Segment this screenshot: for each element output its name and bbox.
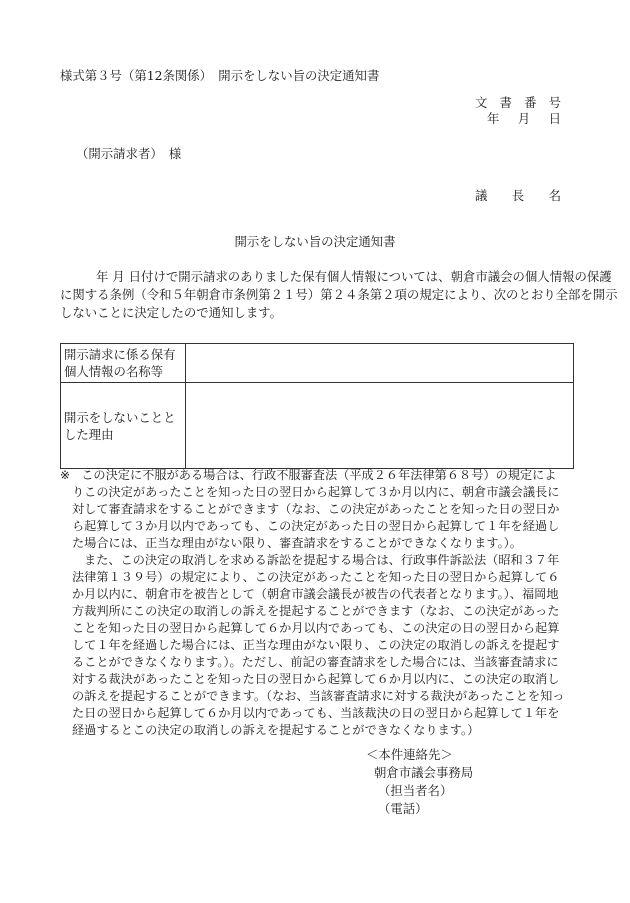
note-line: 経過するとこの決定の取消しの訴えを提起することができなくなります。） [72, 723, 480, 737]
chair-name [475, 187, 561, 205]
label-line: 個人情報の名称等 [64, 364, 164, 379]
contact-phone: （電話） [378, 801, 428, 816]
info-table [60, 343, 574, 469]
note-line: りこの決定があったことを知った日の翌日から起算して３か月以内に、朝倉市議会議長に [72, 485, 560, 499]
body-line: 年 月 日付けで開示請求のありました保有個人情報については、朝倉市議会の個人情報の保護 [96, 269, 612, 284]
contact-heading: ＜本件連絡先＞ [366, 747, 453, 762]
note-mark: ※ [60, 468, 71, 482]
doc-number-char: 番 [524, 95, 537, 110]
notes-section [60, 467, 580, 739]
table-row [61, 383, 574, 469]
label-line: 開示をしないことと [64, 409, 176, 425]
note-line: ことを知った日の翌日から起算して６か月以内であっても、この決定の日の翌日から起算 [72, 621, 560, 635]
value-reason [186, 383, 574, 469]
note-line: た場合には、正当な理由がない限り、審査請求をすることができなくなります。）。 [72, 536, 522, 550]
body-line: に関する条例（令和５年朝倉市条例第２１号）第２４条第２項の規定により、次のとおり全部を開示 [60, 287, 618, 302]
note-line: か月以内に、朝倉市を被告として（朝倉市議会議長が被告の代表者となります。）、福岡地 [72, 587, 559, 601]
body-line: しないことに決定したので通知します。 [60, 305, 283, 320]
chair-char: 長 [511, 188, 525, 203]
chair-char: 名 [548, 188, 561, 203]
note-line [60, 467, 580, 484]
note-line: 対して審査請求をすることができます（なお、この決定があったことを知った日の翌日か [72, 502, 560, 516]
chair-char: 議 [475, 188, 488, 203]
doc-number-char: 書 [499, 95, 512, 110]
contact-person: （担当者名） [378, 783, 453, 798]
note-line: た日の翌日から起算して６か月以内であっても、当該裁決の日の翌日から起算して１年を [72, 706, 560, 720]
note-line: の訴えを提起することができます。（なお、当該審査請求に対する裁決があったことを知っ [72, 689, 565, 703]
document-date [487, 110, 561, 128]
label-line: した理由 [64, 426, 114, 442]
label-info-name [61, 344, 186, 383]
date-char: 年 [487, 111, 500, 126]
note-text: この決定に不服がある場合は、行政不服審査法（平成２６年法律第６８号）の規定によ [81, 468, 557, 482]
date-char: 月 [517, 111, 531, 126]
note-line: ら起算して３か月以内であっても、この決定があった日の翌日から起算して１年を経過し [72, 519, 560, 533]
note-line: ることができなくなります。）。ただし、前記の審査請求をした場合には、当該審査請求に [72, 655, 559, 669]
note-line: また、この決定の取消しを求める訴訟を提起する場合は、行政事件訴訟法（昭和３７年 [84, 553, 560, 567]
value-info-name [186, 344, 574, 383]
note-line: 方裁判所にこの決定の取消しの訴えを提起することができます（なお、この決定があった [72, 604, 560, 618]
doc-number-char: 号 [548, 95, 561, 110]
body-paragraph [60, 268, 618, 322]
form-header: 様式第３号（第12条関係） 開示をしない旨の決定通知書 [60, 68, 380, 83]
label-line: 開示請求に係る保有 [64, 347, 176, 362]
note-line: 対する裁決があったことを知った日の翌日から起算して６か月以内に、この決定の取消し [72, 672, 560, 686]
table-row [61, 344, 574, 383]
note-line: 法律第１３９号）の規定により、この決定があったことを知った日の翌日から起算して６ [72, 570, 560, 584]
label-reason [61, 383, 186, 469]
note-line: して１年を経過した場合には、正当な理由がない限り、この決定の取消しの訴えを提起す [72, 638, 560, 652]
contact-block [366, 746, 473, 818]
contact-office: 朝倉市議会事務局 [374, 765, 474, 780]
requester-name: （開示請求者） 様 [76, 146, 182, 161]
doc-number-char: 文 [475, 95, 488, 110]
date-char: 日 [548, 111, 561, 126]
document-title: 開示をしない旨の決定通知書 [234, 234, 396, 249]
